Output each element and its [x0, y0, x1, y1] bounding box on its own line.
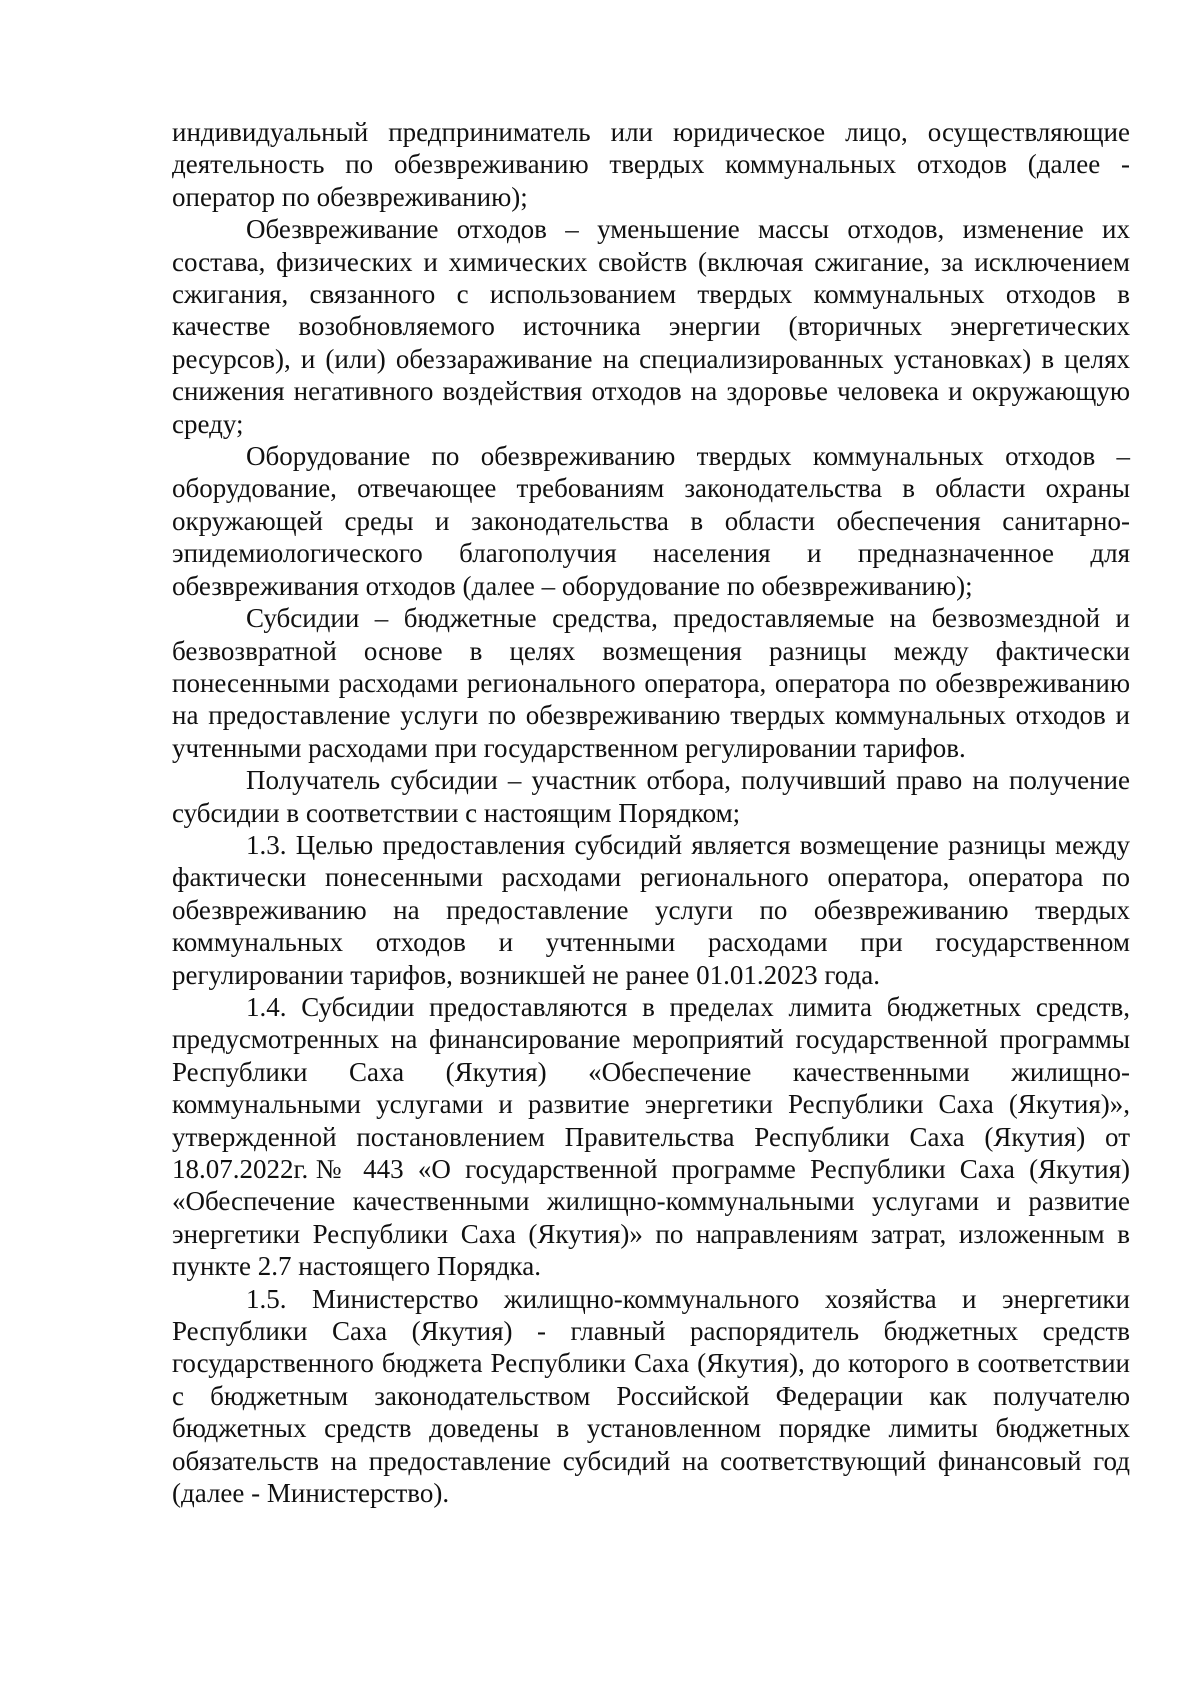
paragraph-operator-definition: индивидуальный предприниматель или юридическое лицо, осуществляющие деятельность по обезвреживанию твердых коммунальных отходов (далее - оператор по обезвреживанию);	[172, 117, 1130, 212]
document-body	[172, 116, 1130, 1509]
paragraph-clause-1-5: 1.5. Министерство жилищно-коммунального хозяйства и энергетики Республики Саха (Якутия) - главный распорядитель бюджетных средств государственного бюджета Республики Саха (Якутия), до которого в соответствии с бюджетным законодательством Российской Федерации как получателю бюджетных средств доведены в установленном порядке лимиты бюджетных обязательств на предоставление субсидий на соответствующий финансовый год (далее - Министерство).	[172, 1283, 1130, 1509]
paragraph-clause-1-3: 1.3. Целью предоставления субсидий является возмещение разницы между фактически понесенными расходами регионального оператора, оператора по обезвреживанию на предоставление услуги по обезвреживанию твердых коммунальных отходов и учтенными расходами при государственном регулировании тарифов, возникшей не ранее 01.01.2023 года.	[172, 829, 1130, 990]
paragraph-equipment-definition: Оборудование по обезвреживанию твердых коммунальных отходов – оборудование, отвечающее требованиям законодательства в области охраны окружающей среды и законодательства в области обеспечения санитарно-эпидемиологического благополучия населения и предназначенное для обезвреживания отходов (далее – оборудование по обезвреживанию);	[172, 441, 1130, 601]
paragraph-clause-1-4: 1.4. Субсидии предоставляются в пределах лимита бюджетных средств, предусмотренных на финансирование мероприятий государственной программы Республики Саха (Якутия) «Обеспечение качественными жилищно-коммунальными услугами и развитие энергетики Республики Саха (Якутия)», утвержденной постановлением Правительства Республики Саха (Якутия) от 18.07.2022г.№ 443 «О государственной программе Республики Саха (Якутия) «Обеспечение качественными жилищно-коммунальными услугами и развитие энергетики Республики Саха (Якутия)» по направлениям затрат, изложенным в пункте 2.7 настоящего Порядка.	[172, 991, 1130, 1282]
paragraph-neutralization-definition: Обезвреживание отходов – уменьшение массы отходов, изменение их состава, физических и химических свойств (включая сжигание, за исключением сжигания, связанного с использованием твердых коммунальных отходов в качестве возобновляемого источника энергии (вторичных энергетических ресурсов), и (или) обеззараживание на специализированных установках) в целях снижения негативного воздействия отходов на здоровье человека и окружающую среду;	[172, 214, 1130, 439]
paragraph-recipient-definition: Получатель субсидии – участник отбора, получивший право на получение субсидии в соответствии с настоящим Порядком;	[172, 765, 1130, 828]
paragraph-subsidies-definition: Субсидии – бюджетные средства, предоставляемые на безвозмездной и безвозвратной основе в целях возмещения разницы между фактически понесенными расходами регионального оператора, оператора по обезвреживанию на предоставление услуги по обезвреживанию твердых коммунальных отходов и учтенными расходами при государственном регулировании тарифов.	[172, 603, 1130, 763]
